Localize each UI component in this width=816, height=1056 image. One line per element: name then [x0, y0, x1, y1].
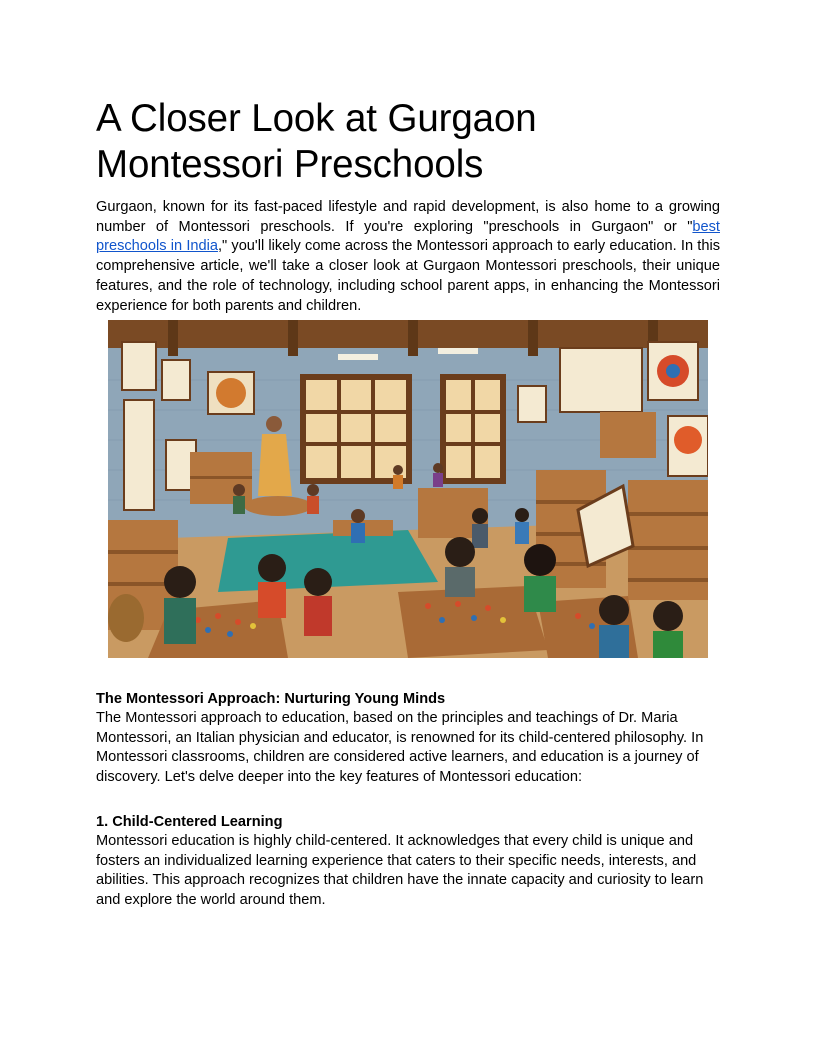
intro-text-after-link: ," you'll likely come across the Montessori approach to early education. In this comprehensive article, we'll take a closer look at Gurgaon Montessori preschools, their unique features, and the role of technology, including school parent apps, in enhancing the Montessori experience for both parents and children.	[96, 238, 720, 314]
section-body-montessori-approach: The Montessori approach to education, based on the principles and teachings of Dr. Maria Montessori, an Italian physician and educator, is renowned for its child-centered philosophy. In Montessori classrooms, children are considered active learners, and education is a journey of discovery. Let's delve deeper into the key features of Montessori education:	[96, 710, 704, 785]
section-heading-montessori-approach: The Montessori Approach: Nurturing Young Minds	[96, 691, 446, 708]
page-title: A Closer Look at Gurgaon Montessori Preschools	[96, 97, 537, 186]
intro-paragraph	[96, 198, 720, 316]
section-heading-child-centered: 1. Child-Centered Learning	[96, 814, 283, 831]
document-page	[96, 96, 720, 910]
section-body-child-centered: Montessori education is highly child-centered. It acknowledges that every child is unique and fosters an individualized learning experience that caters to their specific needs, interests, and abilities. This approach recognizes that children have the innate capacity and curiosity to learn and explore the world around them.	[96, 833, 704, 908]
best-preschools-link[interactable]: best preschools in India	[96, 218, 720, 255]
classroom-illustration	[108, 320, 708, 658]
intro-text-before-link: Gurgaon, known for its fast-paced lifestyle and rapid development, is also home to a growing number of Montessori preschools. If you're exploring "preschools in Gurgaon" or "	[96, 199, 720, 235]
